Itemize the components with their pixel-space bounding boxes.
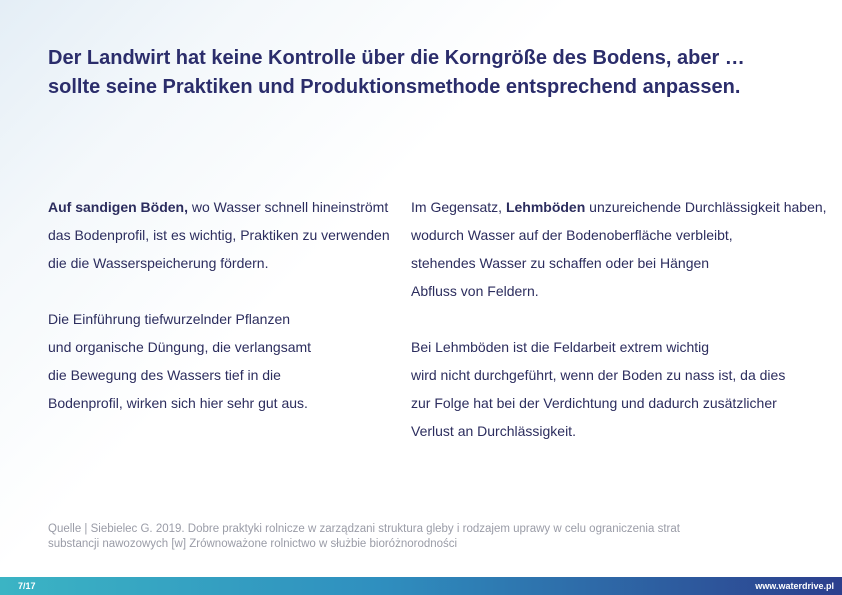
deep-roots-paragraph bbox=[48, 305, 398, 417]
source-line-2: substancji nawozowych [w] Zrównoważone rolnictwo w służbie bioróżnorodności bbox=[48, 538, 458, 550]
text-line: Die Einführung tiefwurzelnder Pflanzen bbox=[48, 311, 291, 327]
text-line: die die Wasserspeicherung fördern. bbox=[48, 255, 269, 271]
fieldwork-paragraph bbox=[411, 333, 831, 445]
source-line-1: Quelle | Siebielec G. 2019. Dobre praktyki rolnicze w zarządzani struktura gleby i rodzajem uprawy w celu ograniczenia strat bbox=[48, 523, 680, 535]
left-column bbox=[48, 193, 398, 445]
text-line: Bodenprofil, wirken sich hier sehr gut aus. bbox=[48, 395, 308, 411]
text-line: wodurch Wasser auf der Bodenoberfläche verbleibt, bbox=[411, 227, 733, 243]
website-link[interactable]: www.waterdrive.pl bbox=[755, 581, 834, 591]
slide-title bbox=[48, 44, 808, 102]
text-line: das Bodenprofil, ist es wichtig, Praktiken zu verwenden bbox=[48, 227, 390, 243]
text-line: stehendes Wasser zu schaffen oder bei Hängen bbox=[411, 255, 710, 271]
text-span: unzureichende Durchlässigkeit haben, bbox=[585, 199, 827, 215]
title-line-1: Der Landwirt hat keine Kontrolle über die Korngröße des Bodens, aber … bbox=[48, 47, 745, 69]
loam-soil-emphasis: Lehmböden bbox=[505, 199, 586, 215]
title-line-2: sollte seine Praktiken und Produktionsmethode entsprechend anpassen. bbox=[48, 76, 741, 98]
loam-soil-paragraph bbox=[411, 193, 831, 305]
sandy-soil-paragraph bbox=[48, 193, 398, 277]
text-line bbox=[48, 193, 398, 221]
text-line: zur Folge hat bei der Verdichtung und dadurch zusätzlicher bbox=[411, 395, 777, 411]
text-line: und organische Düngung, die verlangsamt bbox=[48, 339, 312, 355]
text-line: wird nicht durchgeführt, wenn der Boden zu nass ist, da dies bbox=[411, 367, 786, 383]
right-column bbox=[411, 193, 831, 473]
text-line: Abfluss von Feldern. bbox=[411, 283, 539, 299]
text-span: wo Wasser schnell hineinströmt bbox=[188, 199, 389, 215]
footer-bar bbox=[0, 577, 842, 595]
text-line: Bei Lehmböden ist die Feldarbeit extrem wichtig bbox=[411, 339, 710, 355]
source-citation bbox=[48, 522, 748, 552]
text-line: Verlust an Durchlässigkeit. bbox=[411, 423, 576, 439]
text-line: die Bewegung des Wassers tief in die bbox=[48, 367, 281, 383]
sandy-soil-emphasis: Auf sandigen Böden, bbox=[48, 199, 188, 215]
page-number: 7/17 bbox=[18, 581, 36, 591]
text-line bbox=[411, 193, 831, 221]
text-span: Im Gegensatz, bbox=[411, 199, 506, 215]
